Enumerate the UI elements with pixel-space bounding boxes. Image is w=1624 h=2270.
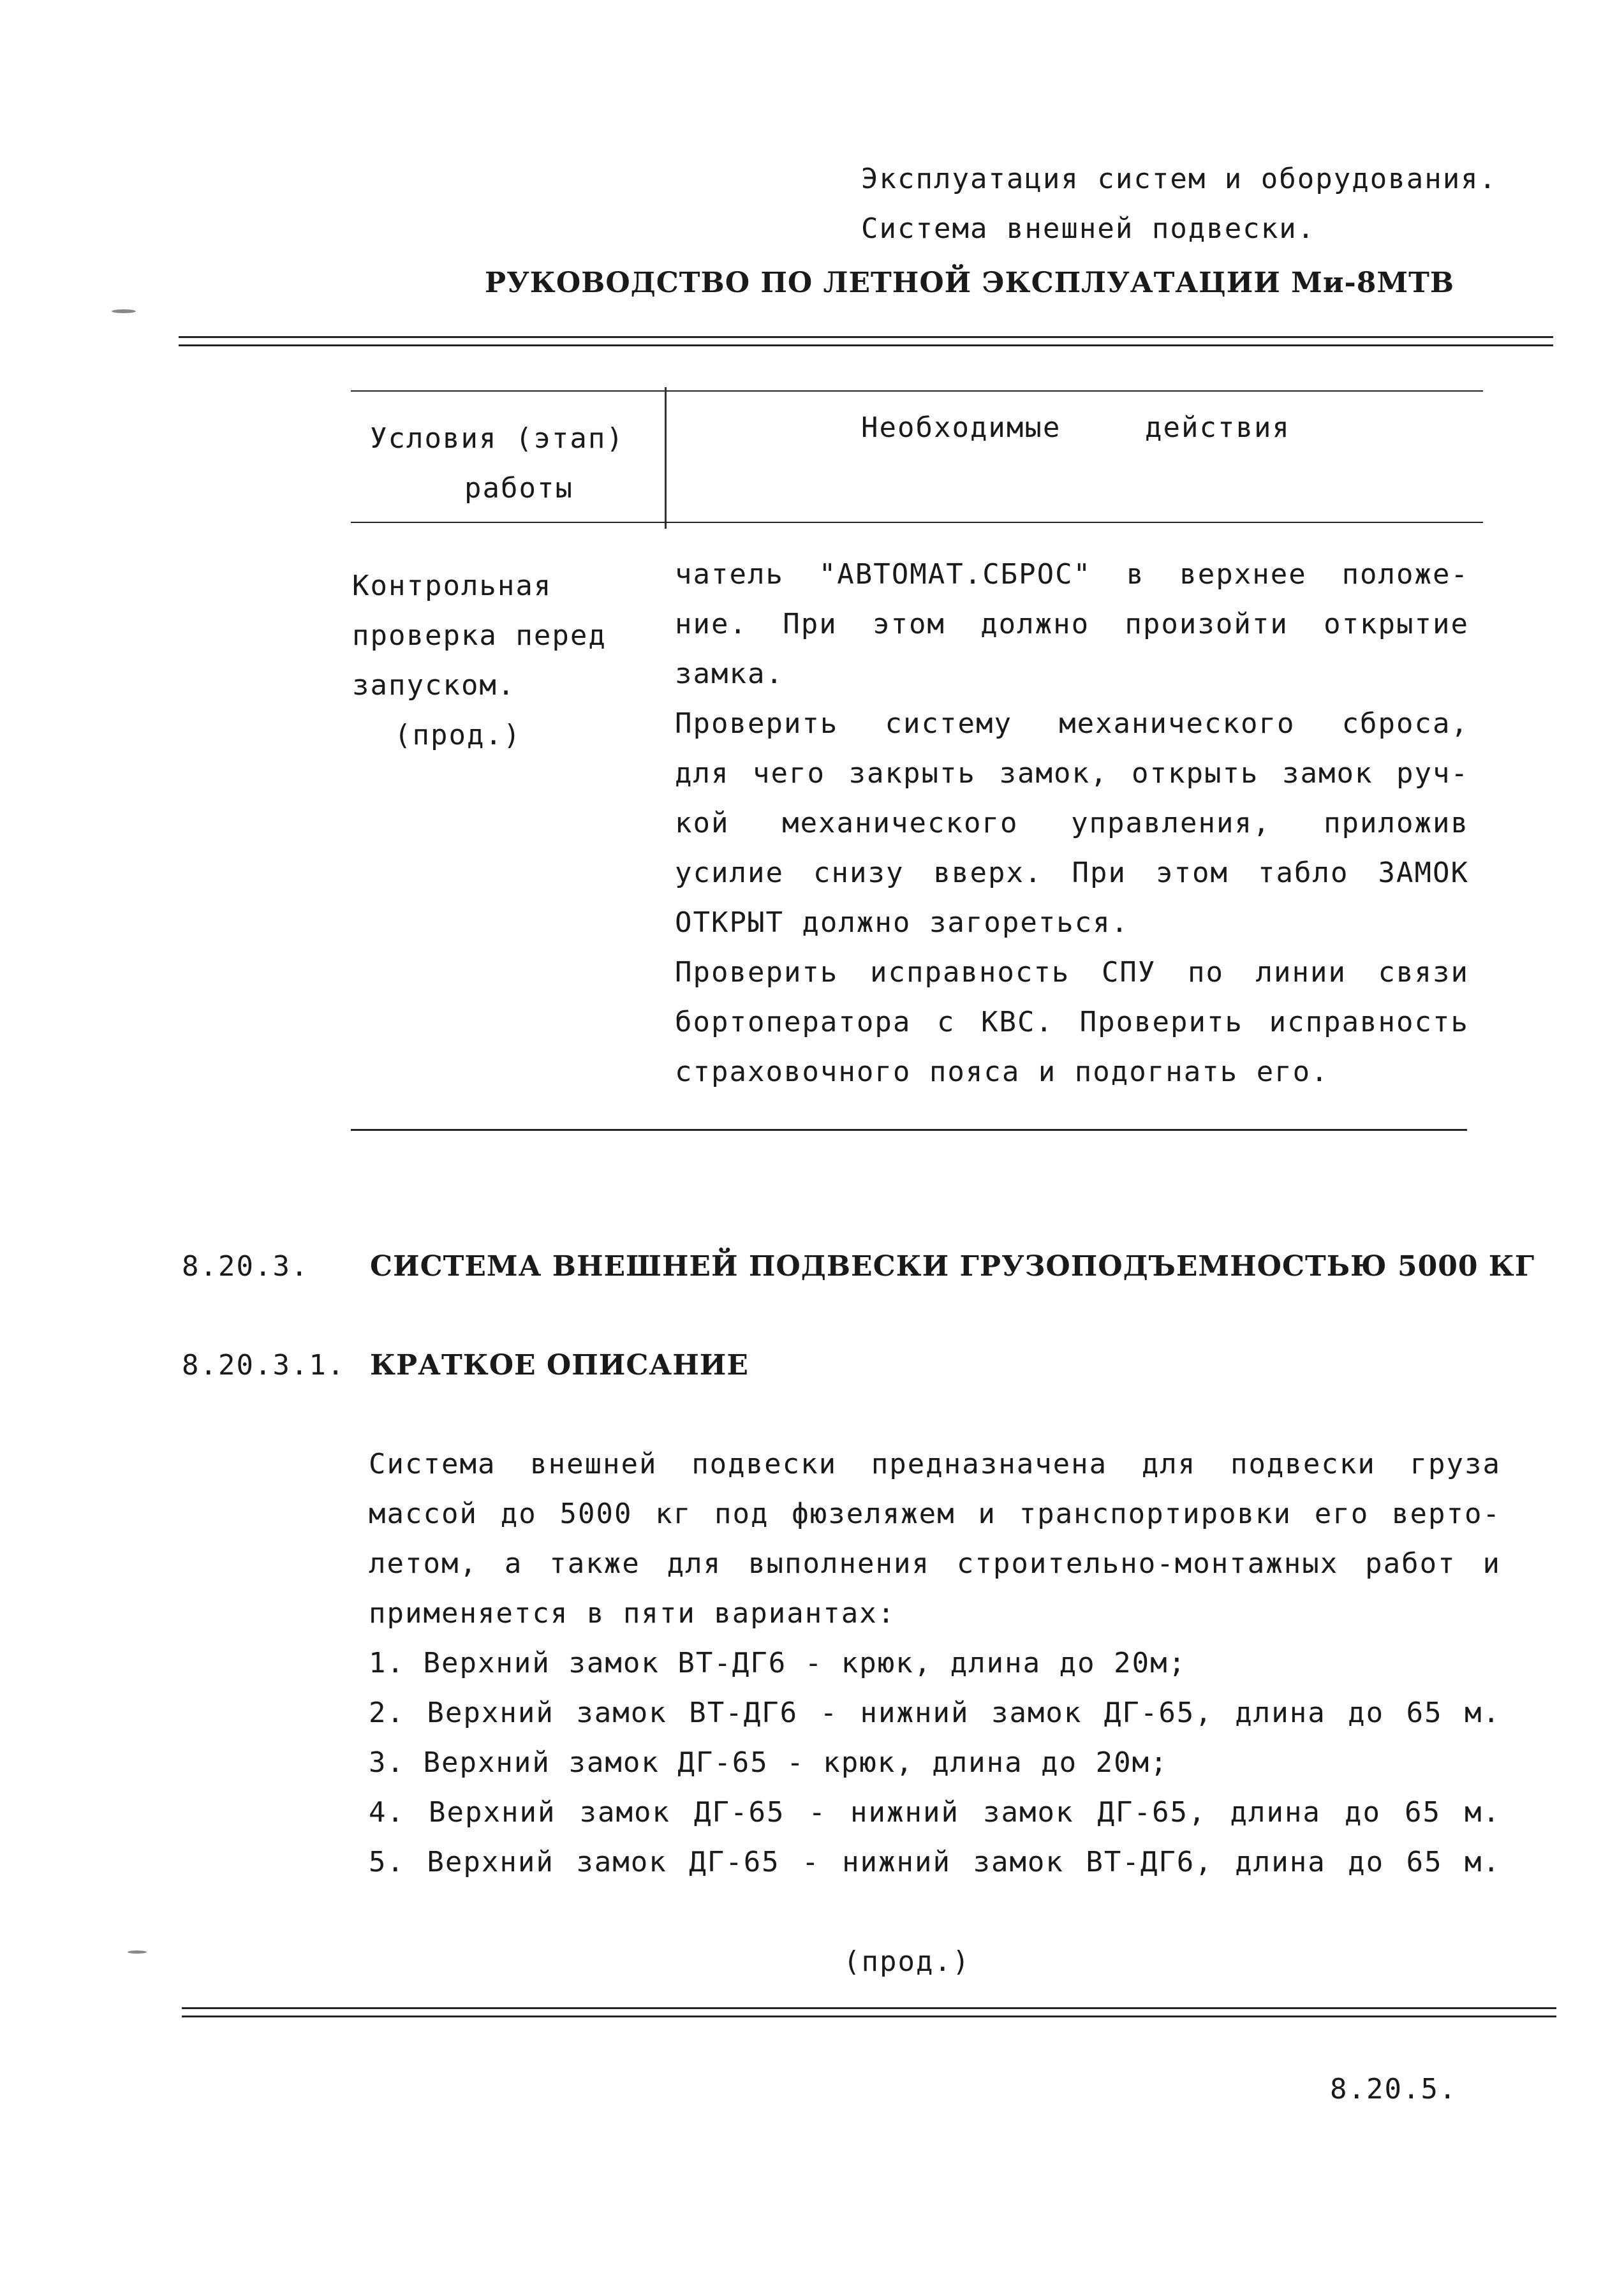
action-line: кой механического управления, приложив [675, 807, 1469, 839]
action-line: Проверить исправность СПУ по линии связи [675, 956, 1469, 989]
continued-label: (прод.) [843, 1945, 971, 1978]
paragraph-line: летом, а также для выполнения строительно-монтажных работ и [369, 1547, 1501, 1580]
action-line: усилие снизу вверх. При этом табло ЗАМОК [675, 857, 1469, 889]
action-line: Проверить систему механического сброса, [675, 707, 1469, 740]
footer-rule-top [182, 2007, 1556, 2009]
page-number: 8.20.5. [1330, 2073, 1458, 2105]
list-item: 4. Верхний замок ДГ-65 - нижний замок ДГ-65, длина до 65 м. [369, 1796, 1501, 1829]
action-line: для чего закрыть замок, открыть замок руч- [675, 757, 1469, 790]
section-title-line1: Эксплуатация систем и оборудования. [861, 163, 1498, 195]
action-line: ОТКРЫТ должно загореться. [675, 906, 1130, 939]
subsection-number: 8.20.3.1. [182, 1349, 346, 1382]
condition-line: Контрольная [352, 570, 552, 602]
section-number: 8.20.3. [182, 1250, 309, 1283]
header-rule-bottom [179, 344, 1553, 346]
action-line: замка. [675, 658, 784, 690]
paragraph-line: применяется в пяти вариантах: [369, 1597, 896, 1630]
binder-hole-mark-bottom [128, 1950, 147, 1954]
action-line: ние. При этом должно произойти открытие [675, 608, 1469, 640]
manual-title: РУКОВОДСТВО ПО ЛЕТНОЙ ЭКСПЛУАТАЦИИ Ми-8МТВ [485, 267, 1455, 299]
column-header-actions: Необходимые [861, 411, 1061, 444]
header-rule-top [179, 336, 1553, 338]
column-header-conditions: Условия (этап) [370, 422, 624, 455]
action-line: чатель "АВТОМАТ.СБРОС" в верхнее положе- [675, 558, 1469, 591]
paragraph-line: Система внешней подвески предназначена для подвески груза [369, 1448, 1501, 1480]
condition-line: запуском. [352, 669, 516, 702]
section-heading: СИСТЕМА ВНЕШНЕЙ ПОДВЕСКИ ГРУЗОПОДЪЕМНОСТЬЮ 5000 КГ [370, 1250, 1535, 1283]
table-header-rule [351, 522, 1483, 523]
list-item: 1. Верхний замок ВТ-ДГ6 - крюк, длина до 20м; [369, 1647, 1187, 1679]
column-header-actions-2: действия [1145, 411, 1290, 444]
list-item: 5. Верхний замок ДГ-65 - нижний замок ВТ-ДГ6, длина до 65 м. [369, 1846, 1501, 1878]
list-item: 3. Верхний замок ДГ-65 - крюк, длина до 20м; [369, 1746, 1169, 1779]
list-item: 2. Верхний замок ВТ-ДГ6 - нижний замок ДГ-65, длина до 65 м. [369, 1697, 1501, 1729]
condition-line: проверка перед [352, 619, 607, 652]
paragraph-line: массой до 5000 кг под фюзеляжем и транспортировки его верто- [369, 1498, 1501, 1530]
binder-hole-mark-top [112, 309, 136, 313]
section-title-line2: Система внешней подвески. [861, 212, 1316, 245]
table-bottom-rule [351, 1129, 1467, 1131]
table-top-rule [351, 390, 1483, 392]
condition-line: (прод.) [394, 719, 522, 751]
action-line: бортоператора с КВС. Проверить исправность [675, 1006, 1469, 1038]
column-header-conditions-2: работы [464, 472, 573, 505]
subsection-heading: КРАТКОЕ ОПИСАНИЕ [370, 1349, 749, 1382]
table-header-divider [665, 387, 667, 529]
action-line: страховочного пояса и подогнать его. [675, 1056, 1329, 1088]
footer-rule-bottom [182, 2016, 1556, 2017]
